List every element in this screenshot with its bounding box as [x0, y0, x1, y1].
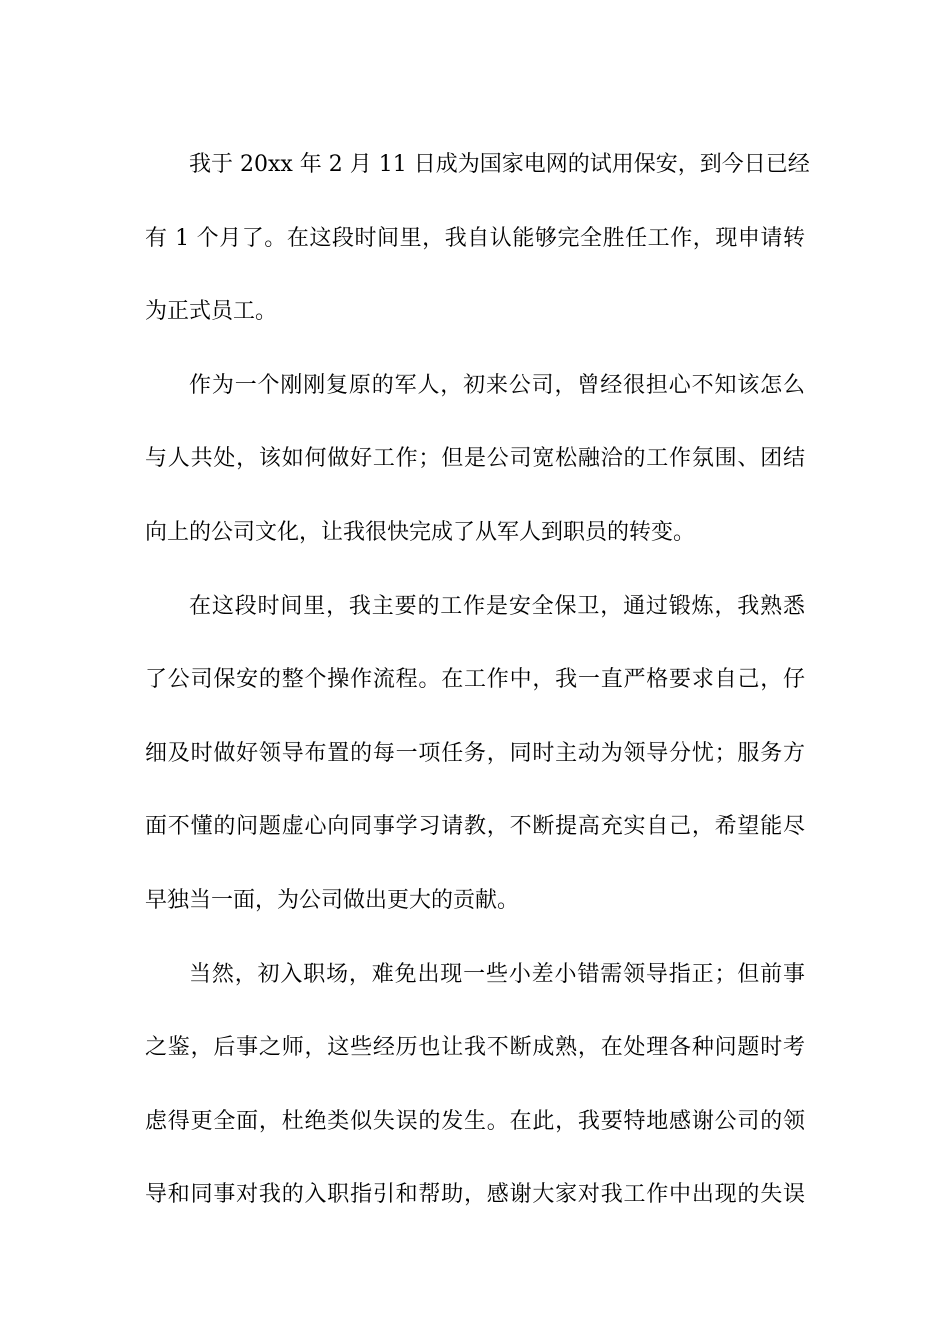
paragraph-line: 为正式员工。 — [145, 299, 278, 325]
paragraph-4 — [145, 938, 805, 1232]
paragraph-line: 面不懂的问题虚心向同事学习请教，不断提高充实自己，希望能尽 — [145, 814, 805, 840]
paragraph-line: 与人共处，该如何做好工作；但是公司宽松融洽的工作氛围、团结 — [145, 446, 805, 472]
paragraph-line: 向上的公司文化，让我很快完成了从军人到职员的转变。 — [145, 519, 696, 545]
paragraph-line: 有 1 个月了。在这段时间里，我自认能够完全胜任工作，现申请转 — [145, 225, 805, 251]
paragraph-line: 当然，初入职场，难免出现一些小差小错需领导指正；但前事 — [189, 961, 805, 987]
paragraph-line: 了公司保安的整个操作流程。在工作中，我一直严格要求自己，仔 — [145, 667, 805, 693]
paragraph-line: 细及时做好领导布置的每一项任务，同时主动为领导分忧；服务方 — [145, 740, 805, 766]
paragraph-line: 在这段时间里，我主要的工作是安全保卫，通过锻炼，我熟悉 — [189, 593, 805, 619]
paragraph-3 — [145, 570, 805, 938]
paragraph-line: 导和同事对我的入职指引和帮助，感谢大家对我工作中出现的失误 — [145, 1182, 805, 1208]
paragraph-1 — [145, 128, 810, 349]
paragraph-line: 我于 20xx 年 2 月 11 日成为国家电网的试用保安，到今日已经 — [189, 152, 810, 177]
paragraph-line: 早独当一面，为公司做出更大的贡献。 — [145, 887, 520, 913]
paragraph-2 — [145, 349, 805, 570]
paragraph-line: 虑得更全面，杜绝类似失误的发生。在此，我要特地感谢公司的领 — [145, 1108, 805, 1134]
document-body — [145, 128, 810, 1232]
paragraph-line: 之鉴，后事之师，这些经历也让我不断成熟，在处理各种问题时考 — [145, 1035, 805, 1061]
paragraph-line: 作为一个刚刚复原的军人，初来公司，曾经很担心不知该怎么 — [189, 372, 805, 398]
